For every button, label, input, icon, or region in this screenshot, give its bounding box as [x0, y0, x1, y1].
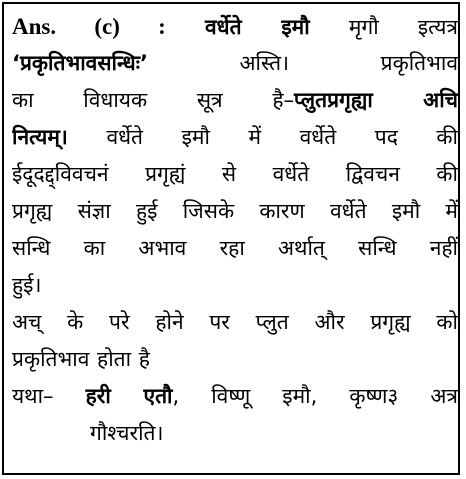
answer-line-8: हुई।: [12, 273, 42, 297]
line-3-rest: वर्धेते इमौ में वर्धेते पद की: [67, 125, 458, 149]
answer-line-3: [12, 82, 458, 119]
asti-text: अस्ति। प्रकृतिभाव: [147, 51, 458, 75]
answer-line-6: प्रगृह्य संज्ञा हुई जिसके कारण वर्धेते इमौ में: [12, 199, 458, 223]
answer-line-4: [12, 119, 458, 156]
answer-line-2: [12, 45, 458, 82]
example-bold: हरी एतौ: [85, 384, 173, 408]
answer-line-9: अच् के परे होने पर प्लुत और प्रगृह्य को: [12, 310, 458, 334]
example-label: यथा–: [12, 384, 86, 408]
example-continuation: गौश्चरति।: [90, 421, 164, 445]
sandhi-name: ‘प्रकृतिभावसन्धिः’: [12, 51, 148, 75]
answer-label: Ans. (c) :: [12, 14, 166, 39]
example-line: [12, 378, 458, 415]
rule-name-part-1: प्लुतप्रगृह्या अचि: [294, 88, 458, 112]
answer-line-7: सन्धि का अभाव रहा अर्थात् सन्धि नहीं: [12, 236, 458, 260]
rule-name-part-2: नित्यम्।: [12, 125, 68, 149]
quoted-phrase: वर्धेते इमौ: [204, 15, 310, 39]
rule-intro: का विधायक सूत्र है–: [12, 88, 295, 112]
answer-text: [12, 8, 458, 452]
answer-line-1: [12, 8, 458, 45]
example-rest: , विष्णू इमौ, कृष्ण३ अत्र: [172, 384, 458, 408]
answer-box: [2, 2, 460, 475]
answer-line-5: ईदूदद्द्विवचनं प्रगृह्यं से वर्धेते द्विवचन की: [12, 162, 458, 186]
answer-line-10: प्रकृतिभाव होता है: [12, 347, 150, 371]
quoted-phrase-rest: मृगौ इत्यत्र: [309, 15, 458, 39]
